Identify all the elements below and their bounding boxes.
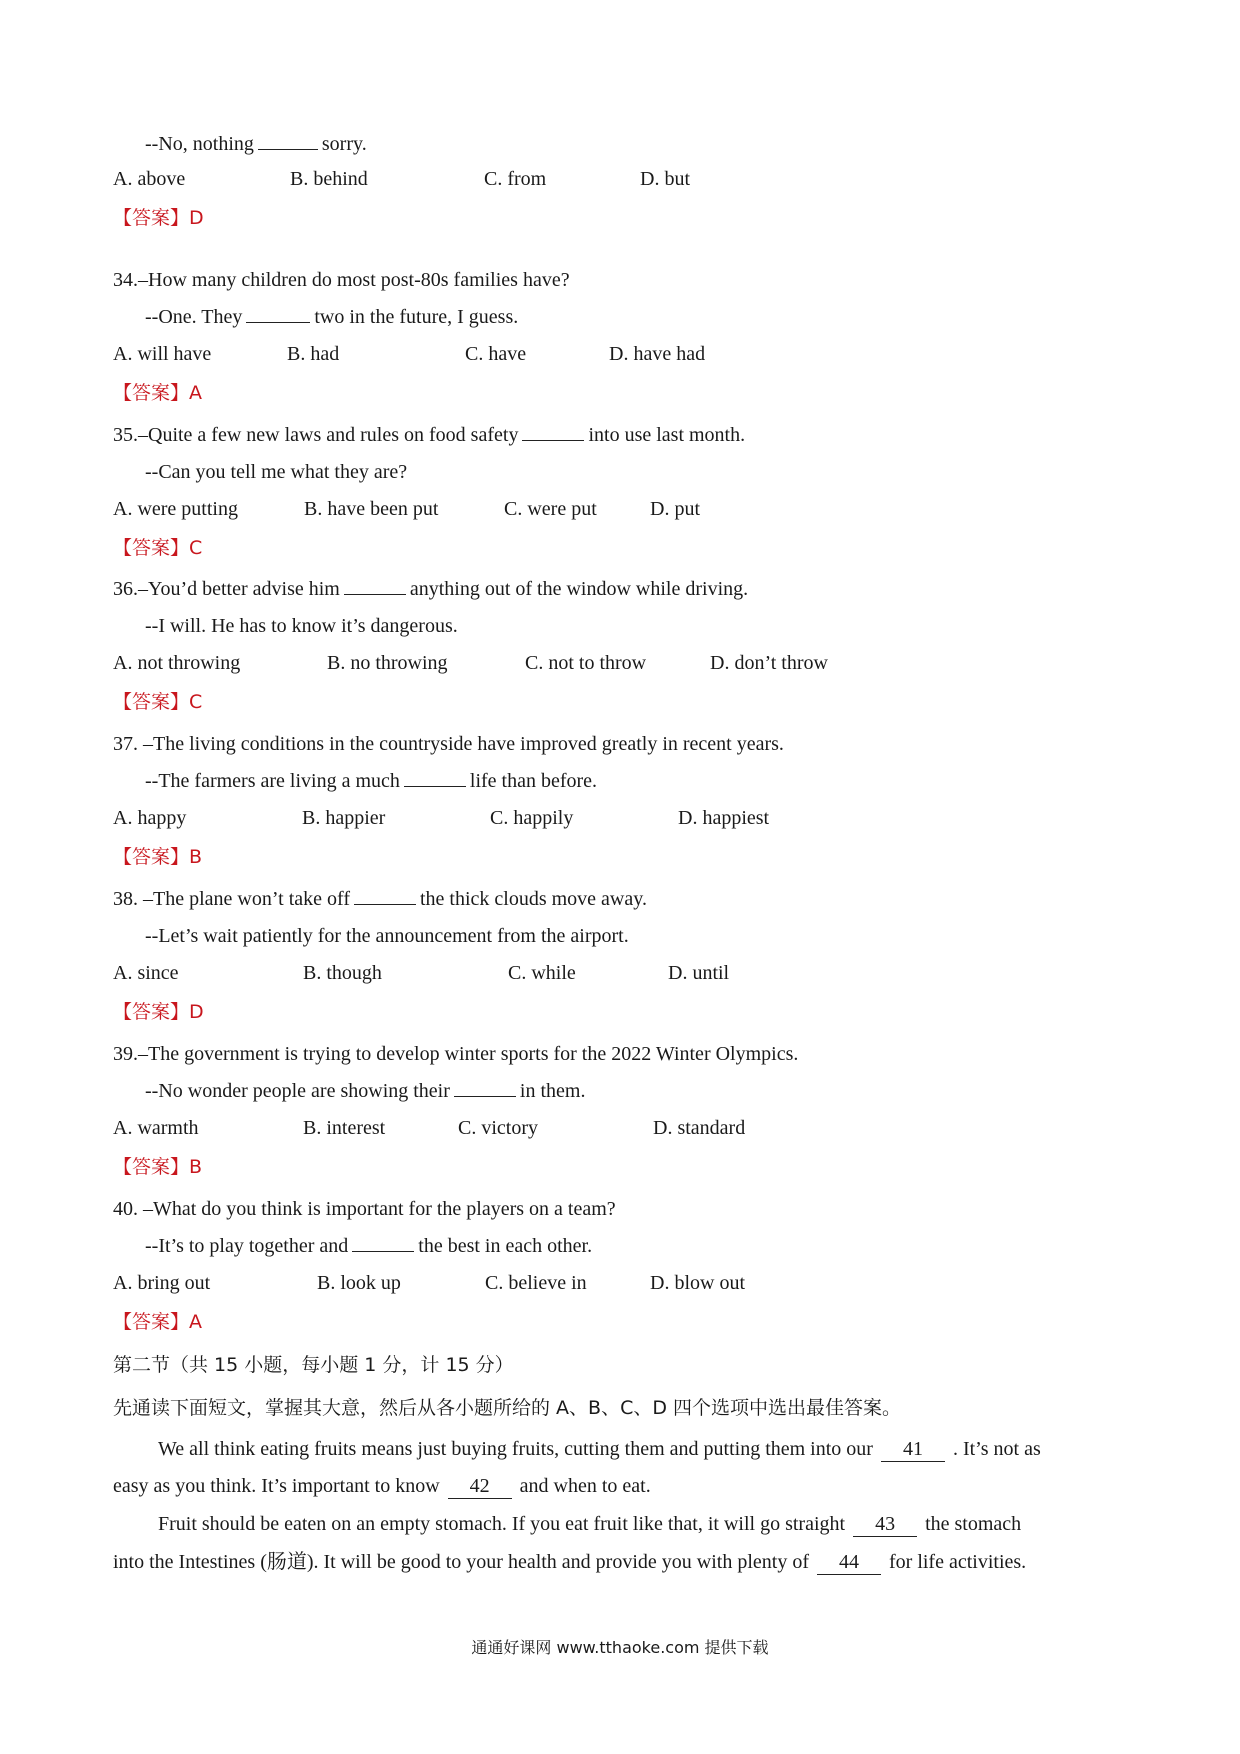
passage-p2-line2: into the Intestines (肠道). It will be good to your health and provide you with plenty of 44 for life activities.: [113, 1551, 1027, 1573]
q39-option-b: B. interest: [303, 1117, 386, 1139]
q37-option-b: B. happier: [302, 807, 386, 829]
q36-option-b: B. no throwing: [327, 652, 448, 674]
q39-option-a: A. warmth: [113, 1117, 199, 1139]
q39-option-c: C. victory: [458, 1117, 538, 1139]
q40-blank: [352, 1231, 414, 1252]
q38-option-a: A. since: [113, 962, 179, 984]
q38-option-c: C. while: [508, 962, 576, 984]
q40-answer: 【答案】A: [113, 1311, 202, 1333]
q38-question: 38. –The plane won’t take off the thick clouds move away.: [113, 884, 647, 914]
q33-reply: --No, nothing sorry.: [145, 129, 367, 159]
q36-blank: [344, 574, 406, 595]
q37-option-c: C. happily: [490, 807, 574, 829]
q35-option-a: A. were putting: [113, 498, 238, 520]
passage-p1-line1: We all think eating fruits means just buying fruits, cutting them and putting them into our 41 . It’s not as: [158, 1438, 1041, 1460]
q37-option-d: D. happiest: [678, 807, 770, 829]
q37-answer: 【答案】B: [113, 846, 203, 868]
q40-question: 40. –What do you think is important for the players on a team?: [113, 1198, 616, 1220]
q33-option-c: C. from: [484, 168, 547, 190]
passage-p1-line2: easy as you think. It’s important to know 42 and when to eat.: [113, 1475, 651, 1497]
q40-reply: --It’s to play together and the best in each other.: [145, 1231, 592, 1261]
q36-question: 36.–You’d better advise him anything out of the window while driving.: [113, 574, 748, 604]
q37-reply: --The farmers are living a much life than before.: [145, 766, 597, 796]
q39-options: [113, 1113, 1113, 1143]
q38-options: [113, 958, 1113, 988]
q34-option-b: B. had: [287, 343, 340, 365]
page-footer: 通通好课网 www.tthaoke.com 提供下载: [471, 1638, 769, 1657]
q38-blank: [354, 884, 416, 905]
q33-options: [113, 164, 1113, 194]
q40-option-a: A. bring out: [113, 1272, 211, 1294]
q38-option-d: D. until: [668, 962, 730, 984]
q37-option-a: A. happy: [113, 807, 187, 829]
q36-reply: --I will. He has to know it’s dangerous.: [145, 615, 458, 637]
q39-blank: [454, 1076, 516, 1097]
q39-option-d: D. standard: [653, 1117, 746, 1139]
q36-option-a: A. not throwing: [113, 652, 241, 674]
q34-option-c: C. have: [465, 343, 527, 365]
q37-question: 37. –The living conditions in the countryside have improved greatly in recent years.: [113, 733, 784, 755]
passage-blank-41: 41: [881, 1437, 945, 1462]
q33-option-a: A. above: [113, 168, 186, 190]
q35-question: 35.–Quite a few new laws and rules on food safety into use last month.: [113, 420, 745, 450]
q36-option-c: C. not to throw: [525, 652, 647, 674]
q35-answer: 【答案】C: [113, 537, 203, 559]
q33-option-b: B. behind: [290, 168, 368, 190]
q33-answer: 【答案】D: [113, 207, 204, 229]
q35-blank: [522, 420, 584, 441]
q37-blank: [404, 766, 466, 787]
q36-answer: 【答案】C: [113, 691, 203, 713]
passage-blank-44: 44: [817, 1550, 881, 1575]
q35-reply: --Can you tell me what they are?: [145, 461, 408, 483]
q35-options: [113, 494, 1113, 524]
q34-options: [113, 339, 1113, 369]
q35-option-b: B. have been put: [304, 498, 439, 520]
q40-option-b: B. look up: [317, 1272, 401, 1294]
q35-option-d: D. put: [650, 498, 700, 520]
q34-option-a: A. will have: [113, 343, 212, 365]
q34-blank: [246, 302, 310, 323]
passage-p2-line1: Fruit should be eaten on an empty stomach. If you eat fruit like that, it will go straight 43 the stomach: [158, 1513, 1022, 1535]
q37-options: [113, 803, 1113, 833]
q33-option-d: D. but: [640, 168, 690, 190]
q33-blank: [258, 129, 318, 150]
section2-heading: 第二节（共 15 小题，每小题 1 分，计 15 分）: [113, 1354, 514, 1376]
q34-question: 34.–How many children do most post-80s families have?: [113, 269, 570, 291]
q36-option-d: D. don’t throw: [710, 652, 828, 674]
q39-answer: 【答案】B: [113, 1156, 203, 1178]
q40-option-c: C. believe in: [485, 1272, 587, 1294]
passage-blank-42: 42: [448, 1474, 512, 1499]
q34-reply: --One. They two in the future, I guess.: [145, 302, 518, 332]
q34-answer: 【答案】A: [113, 382, 202, 404]
section2-instruction: 先通读下面短文，掌握其大意，然后从各小题所给的 A、B、C、D 四个选项中选出最佳答案。: [113, 1397, 902, 1419]
q40-option-d: D. blow out: [650, 1272, 745, 1294]
q34-option-d: D. have had: [609, 343, 706, 365]
q36-options: [113, 648, 1113, 678]
q38-answer: 【答案】D: [113, 1001, 204, 1023]
passage-blank-43: 43: [853, 1512, 917, 1537]
q35-option-c: C. were put: [504, 498, 597, 520]
q40-options: [113, 1268, 1113, 1298]
q39-reply: --No wonder people are showing their in them.: [145, 1076, 585, 1106]
q38-reply: --Let’s wait patiently for the announcement from the airport.: [145, 925, 629, 947]
q39-question: 39.–The government is trying to develop winter sports for the 2022 Winter Olympics.: [113, 1043, 799, 1065]
q38-option-b: B. though: [303, 962, 382, 984]
